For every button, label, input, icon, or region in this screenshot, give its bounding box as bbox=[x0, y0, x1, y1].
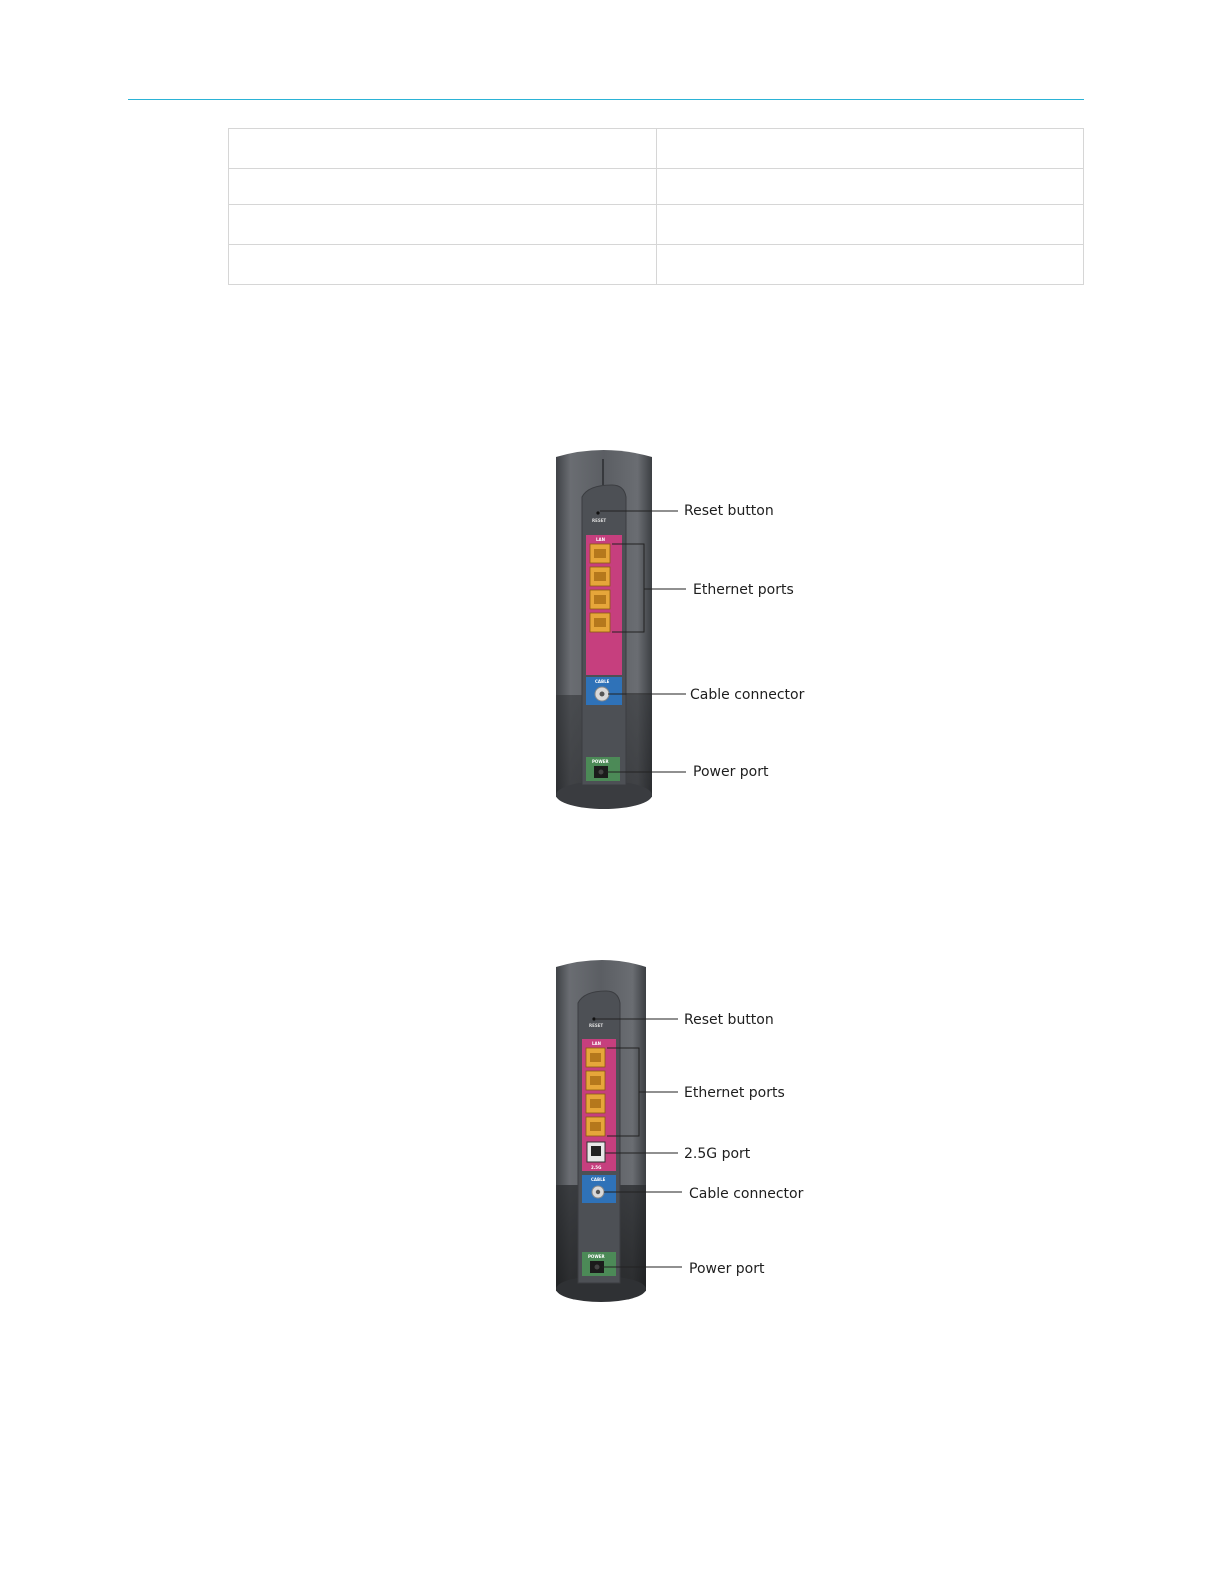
table-cell bbox=[656, 245, 1084, 285]
modem-rear-figure-1 bbox=[540, 445, 830, 815]
table-row bbox=[229, 169, 1084, 205]
reset-button-callout: Reset button bbox=[684, 1012, 774, 1028]
header-rule bbox=[128, 99, 1084, 100]
modem-illustration-1 bbox=[540, 445, 830, 815]
modem-illustration-2 bbox=[540, 955, 830, 1310]
table-cell bbox=[229, 205, 657, 245]
cable-connector-callout: Cable connector bbox=[689, 1186, 804, 1202]
reset-pinhole bbox=[592, 1017, 595, 1020]
power-port-callout: Power port bbox=[693, 764, 769, 780]
cable-panel-label: CABLE bbox=[591, 1177, 606, 1182]
ethernet-ports-callout: Ethernet ports bbox=[684, 1085, 785, 1101]
table-cell bbox=[656, 169, 1084, 205]
modem-rear-figure-2 bbox=[540, 955, 830, 1310]
info-table bbox=[228, 128, 1084, 285]
reset-pinhole bbox=[596, 511, 599, 514]
table-cell bbox=[229, 129, 657, 169]
cable-panel-label: CABLE bbox=[595, 679, 610, 684]
table-cell bbox=[229, 169, 657, 205]
power-port-callout: Power port bbox=[689, 1261, 765, 1277]
ethernet-ports-callout: Ethernet ports bbox=[693, 582, 794, 598]
table-row bbox=[229, 129, 1084, 169]
reset-button-callout: Reset button bbox=[684, 503, 774, 519]
lan-panel-label: LAN bbox=[592, 1041, 601, 1046]
table-row bbox=[229, 205, 1084, 245]
reset-panel-label: RESET bbox=[589, 1023, 604, 1028]
table-row bbox=[229, 245, 1084, 285]
cable-connector-callout: Cable connector bbox=[690, 687, 805, 703]
power-panel-label: POWER bbox=[592, 759, 609, 764]
lan-panel-label: LAN bbox=[596, 537, 605, 542]
port-2-5g-callout: 2.5G port bbox=[684, 1146, 751, 1162]
table-cell bbox=[656, 205, 1084, 245]
power-panel-label: POWER bbox=[588, 1254, 605, 1259]
table-cell bbox=[656, 129, 1084, 169]
port-2-5g-panel-label: 2.5G bbox=[591, 1165, 602, 1170]
reset-panel-label: RESET bbox=[592, 518, 607, 523]
table-cell bbox=[229, 245, 657, 285]
